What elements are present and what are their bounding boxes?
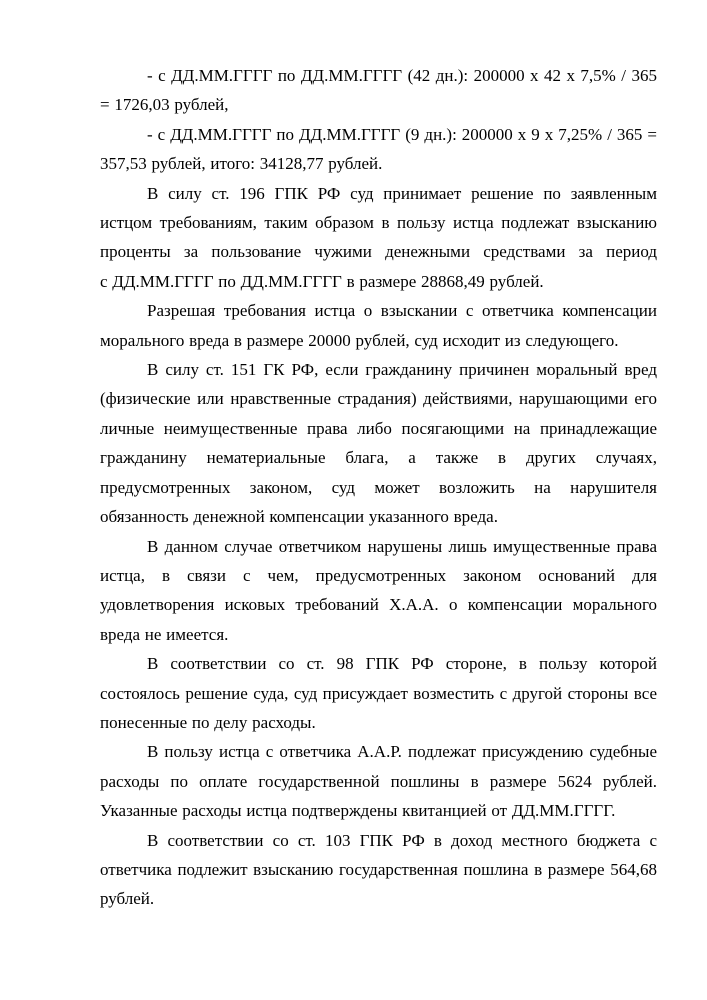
paragraph-art-103-gpk: В соответствии со ст. 103 ГПК РФ в доход местного бюджета с ответчика подлежит взысканию государственная пошлина в размере 564,68 рублей. [100, 830, 657, 909]
paragraph-art-196-gpk: В силу ст. 196 ГПК РФ суд принимает решение по заявленным истцом требованиям, таким образом в пользу истца подлежат взысканию проценты за пользование чужими денежными средствами за период с ДД.ММ.ГГГГ по ДД.ММ.ГГГГ в размере 28868,49 рублей. [100, 183, 657, 291]
paragraph-interest-calc-42-days: - с ДД.ММ.ГГГГ по ДД.ММ.ГГГГ (42 дн.): 200000 х 42 х 7,5% / 365 = 1726,03 рублей, [100, 66, 657, 115]
paragraph-art-98-gpk: В соответствии со ст. 98 ГПК РФ стороне, в пользу которой состоялось решение суда, суд присуждает возместить с другой стороны все понесенные по делу расходы. [100, 654, 657, 732]
document-body [100, 61, 657, 914]
paragraph-art-151-gk: В силу ст. 151 ГК РФ, если гражданину причинен моральный вред (физические или нравственные страдания) действиями, нарушающими его личные неимущественные права либо посягающими на принадлежащие гражданину нематериальные блага, а также в других случаях, предусмотренных законом, суд может возложить на нарушителя обязанность денежной компенсации указанного вреда. [100, 360, 657, 527]
paragraph-interest-calc-9-days-total: - с ДД.ММ.ГГГГ по ДД.ММ.ГГГГ (9 дн.): 200000 х 9 х 7,25% / 365 = 357,53 рублей, итого: 34128,77 рублей. [100, 124, 657, 174]
paragraph-moral-damages-denied: В данном случае ответчиком нарушены лишь имущественные права истца, в связи с чем, предусмотренных законом оснований для удовлетворения исковых требований Х.А.А. о компенсации морального вреда не имеется. [100, 536, 657, 644]
paragraph-moral-damages-claim: Разрешая требования истца о взыскании с ответчика компенсации морального вреда в размере 20000 рублей, суд исходит из следующего. [100, 301, 657, 350]
paragraph-court-fee-award: В пользу истца с ответчика А.А.Р. подлежат присуждению судебные расходы по оплате государственной пошлины в размере 5624 рублей. Указанные расходы истца подтверждены квитанцией от ДД.ММ.ГГГГ. [100, 742, 657, 821]
